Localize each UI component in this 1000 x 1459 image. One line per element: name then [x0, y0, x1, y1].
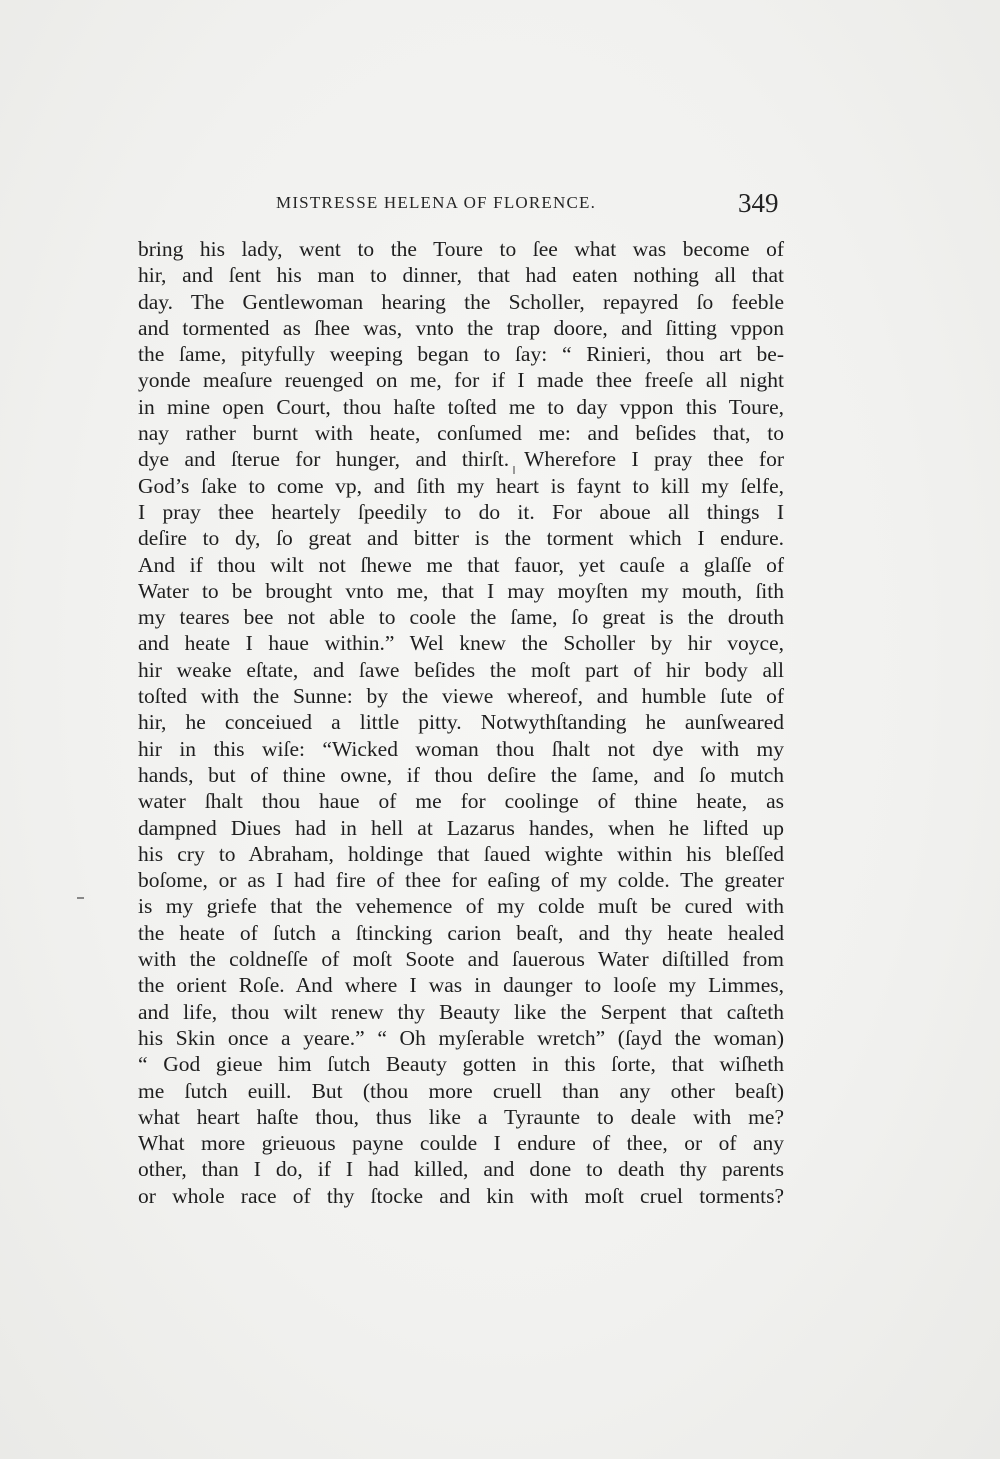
text-line: dampned Diues had in hell at Lazarus handes, when he lifted up: [138, 815, 784, 840]
text-line: toſted with the Sunne: by the viewe whereof, and humble ſute of: [138, 684, 784, 709]
text-line: the ſame, pityfully weeping began to ſay: “ Rinieri, thou art be-: [138, 342, 784, 367]
text-line: and tormented as ſhee was, vnto the trap doore, and ſitting vppon: [138, 315, 784, 340]
page-number: 349: [738, 188, 779, 218]
margin-mark: [77, 897, 84, 899]
text-line: water ſhalt thou haue of me for coolinge of thine heate, as: [138, 789, 784, 814]
text-line: deſire to dy, ſo great and bitter is the torment which I endure.: [138, 526, 784, 551]
running-head-title: MISTRESSE HELENA OF FLORENCE.: [276, 193, 597, 212]
text-line: nay rather burnt with heate, conſumed me: and beſides that, to: [138, 421, 784, 446]
text-line: is my griefe that the vehemence of my colde muſt be cured with: [138, 894, 784, 919]
text-line: my teares bee not able to coole the ſame, ſo great is the drouth: [138, 605, 784, 630]
text-line: boſome, or as I had fire of thee for eaſing of my colde. The greater: [138, 868, 784, 893]
text-line: hir, and ſent his man to dinner, that had eaten nothing all that: [138, 263, 784, 288]
text-line: and life, thou wilt renew thy Beauty like the Serpent that caſteth: [138, 999, 784, 1024]
text-line: hir in this wiſe: “Wicked woman thou ſhalt not dye with my: [138, 736, 784, 761]
text-line: hands, but of thine owne, if thou deſire the ſame, and ſo mutch: [138, 762, 784, 787]
text-line: bring his lady, went to the Toure to ſee what was become of: [138, 237, 784, 261]
text-line: hir weake eſtate, and ſawe beſides the moſt part of hir body all: [138, 657, 784, 682]
text-line: God’s ſake to come vp, and ſith my heart is faynt to kill my ſelfe,: [138, 473, 784, 498]
text-line: yonde meaſure reuenged on me, for if I made thee freeſe all night: [138, 368, 784, 393]
text-line: me ſutch euill. But (thou more cruell than any other beaſt): [138, 1078, 784, 1103]
text-line: the heate of ſutch a ſtincking carion beaſt, and thy heate healed: [138, 920, 784, 945]
text-line: “ God gieue him ſutch Beauty gotten in this ſorte, that wiſheth: [138, 1052, 784, 1077]
text-line: his cry to Abraham, holdinge that ſaued wighte within his bleſſed: [138, 841, 784, 866]
text-line: What more grieuous payne coulde I endure of thee, or of any: [138, 1131, 784, 1156]
text-line: in mine open Court, thou haſte toſted me to day vppon this Toure,: [138, 394, 784, 419]
text-line: I pray thee heartely ſpeedily to do it. For aboue all things I: [138, 499, 784, 524]
text-line: or whole race of thy ſtocke and kin with moſt cruel torments?: [138, 1183, 784, 1208]
text-line: his Skin once a yeare.” “ Oh myſerable wretch” (ſayd the woman): [138, 1025, 784, 1050]
text-line: other, than I do, if I had killed, and done to death thy parents: [138, 1157, 784, 1182]
text-line: hir, he conceiued a little pitty. Notwythſtanding he aunſweared: [138, 710, 784, 735]
text-line: the orient Roſe. And where I was in daunger to looſe my Limmes,: [138, 973, 784, 998]
text-line: day. The Gentlewoman hearing the Scholler, repayred ſo feeble: [138, 289, 784, 314]
body-text: [138, 236, 784, 1209]
text-line: with the coldneſſe of moſt Soote and ſauerous Water diſtilled from: [138, 947, 784, 972]
text-line: And if thou wilt not ſhewe me that fauor, yet cauſe a glaſſe of: [138, 552, 784, 577]
text-line: what heart haſte thou, thus like a Tyraunte to deale with me?: [138, 1104, 784, 1129]
text-line: dye and ſterue for hunger, and thirſt. Wherefore I pray thee for: [138, 447, 784, 472]
text-line: and heate I haue within.” Wel knew the Scholler by hir voyce,: [138, 631, 784, 656]
text-line: Water to be brought vnto me, that I may moyſten my mouth, ſith: [138, 578, 784, 603]
